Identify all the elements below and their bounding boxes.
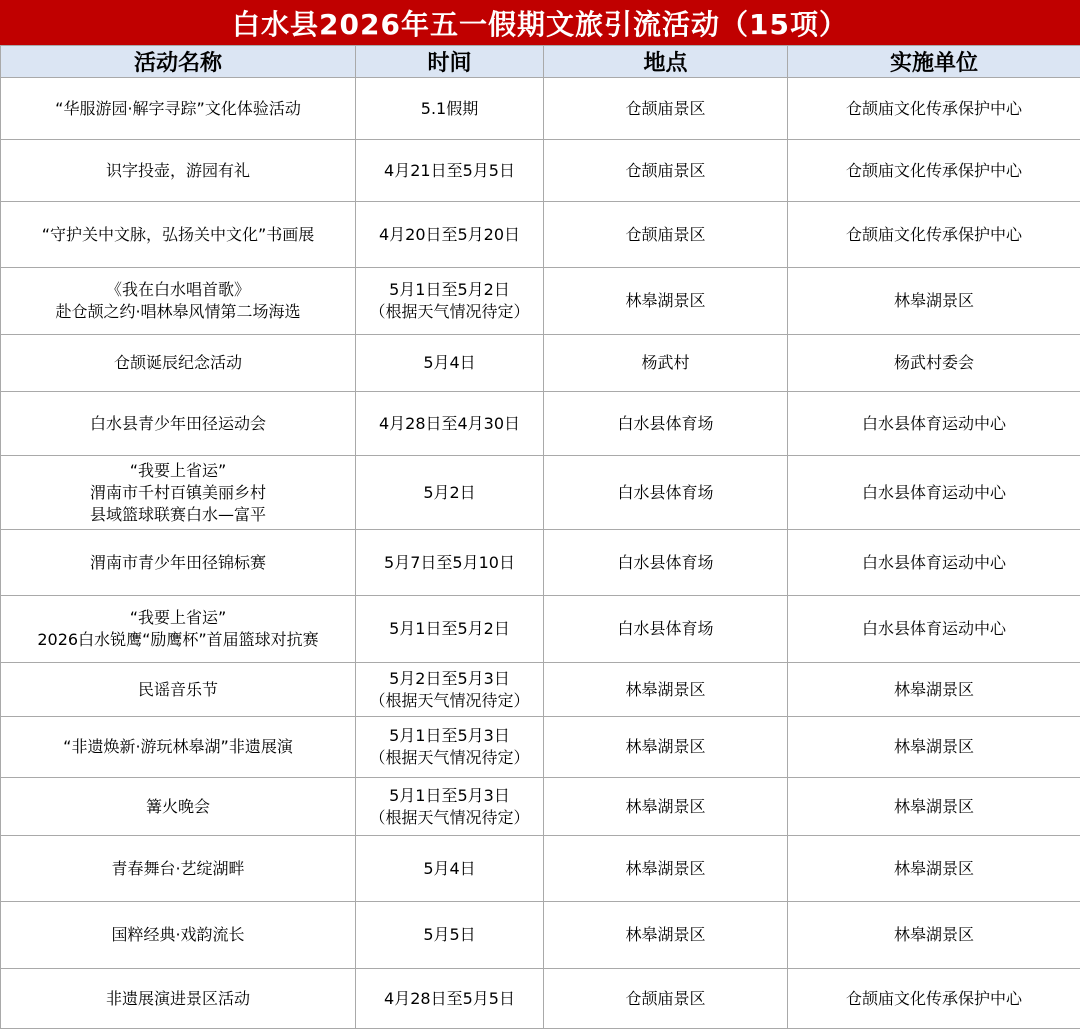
- column-header-time: 时间: [356, 46, 544, 78]
- activity-time-line: 5月1日至5月3日: [389, 785, 510, 805]
- activity-name-cell: [1, 836, 356, 902]
- activity-place-cell: 白水县体育场: [544, 392, 788, 456]
- activity-org-cell: 林皋湖景区: [788, 778, 1080, 836]
- activity-org-cell: 仓颉庙文化传承保护中心: [788, 202, 1080, 268]
- activity-time-cell: [356, 456, 544, 530]
- activity-time-line: 5月7日至5月10日: [384, 552, 515, 572]
- activity-name-line: “我要上省运”: [129, 460, 227, 480]
- activity-time-cell: [356, 335, 544, 392]
- activity-time-line: （根据天气情况待定）: [369, 302, 530, 321]
- activity-name-line: 渭南市青少年田径锦标赛: [89, 552, 266, 572]
- table-row: [1, 456, 1080, 530]
- activity-time-line: 5月2日: [423, 482, 476, 502]
- table-row: [1, 78, 1080, 140]
- activity-name-line: 国粹经典·戏韵流长: [111, 925, 245, 944]
- activity-name-cell: [1, 596, 356, 663]
- activity-name-line: 识字投壶，游园有礼: [105, 160, 250, 180]
- activity-org-cell: 白水县体育运动中心: [788, 530, 1080, 596]
- activity-name-line: 篝火晚会: [145, 796, 210, 816]
- table-row: [1, 596, 1080, 663]
- activity-org-cell: 林皋湖景区: [788, 902, 1080, 969]
- activity-time-cell: [356, 392, 544, 456]
- activity-name-cell: [1, 140, 356, 202]
- column-header-place: 地点: [544, 46, 788, 78]
- activity-place-cell: 白水县体育场: [544, 456, 788, 530]
- activity-org-cell: 白水县体育运动中心: [788, 392, 1080, 456]
- activity-time-line: 4月28日至5月5日: [384, 988, 515, 1008]
- table-row: [1, 717, 1080, 778]
- activity-name-cell: [1, 335, 356, 392]
- activity-name-cell: [1, 268, 356, 335]
- activity-name-line: 非遗展演进景区活动: [105, 988, 250, 1008]
- activity-place-cell: 仓颉庙景区: [544, 202, 788, 268]
- table-row: [1, 778, 1080, 836]
- activity-name-line: 白水县青少年田径运动会: [89, 413, 266, 433]
- activity-name-cell: [1, 456, 356, 530]
- activity-time-cell: [356, 596, 544, 663]
- activity-place-cell: 白水县体育场: [544, 530, 788, 596]
- activity-name-line: “非遗焕新·游玩林皋湖”非遗展演: [63, 737, 293, 756]
- table-row: [1, 268, 1080, 335]
- activity-org-cell: 林皋湖景区: [788, 836, 1080, 902]
- activity-name-line: 青春舞台·艺绽湖畔: [111, 858, 245, 878]
- activity-time-line: 5月2日至5月3日: [389, 668, 510, 688]
- activity-place-cell: 林皋湖景区: [544, 778, 788, 836]
- table-header-row: [1, 46, 1080, 78]
- activity-time-cell: [356, 140, 544, 202]
- activity-time-line: （根据天气情况待定）: [369, 690, 530, 710]
- activity-place-cell: 林皋湖景区: [544, 663, 788, 717]
- activity-org-cell: 林皋湖景区: [788, 663, 1080, 717]
- activity-place-cell: 杨武村: [544, 335, 788, 392]
- activity-org-cell: 仓颉庙文化传承保护中心: [788, 140, 1080, 202]
- activity-name-cell: [1, 392, 356, 456]
- activity-name-cell: [1, 902, 356, 969]
- activity-time-line: 5月4日: [423, 858, 476, 878]
- activity-place-cell: 林皋湖景区: [544, 268, 788, 335]
- activity-org-cell: 林皋湖景区: [788, 268, 1080, 335]
- activity-table: [0, 45, 1080, 1029]
- activity-name-line: “华服游园·解字寻踪”文化体验活动: [55, 98, 301, 118]
- table-row: [1, 836, 1080, 902]
- activity-name-line: 县域篮球联赛白水—富平: [89, 504, 266, 524]
- activity-place-cell: 仓颉庙景区: [544, 78, 788, 140]
- activity-time-line: 5月1日至5月2日: [389, 619, 510, 638]
- table-row: [1, 202, 1080, 268]
- activity-time-cell: [356, 778, 544, 836]
- activity-time-line: 5月1日至5月2日: [389, 280, 510, 299]
- table-row: [1, 530, 1080, 596]
- activity-name-cell: [1, 202, 356, 268]
- activity-name-line: 渭南市千村百镇美丽乡村: [89, 482, 266, 502]
- activity-name-cell: [1, 530, 356, 596]
- activity-time-cell: [356, 902, 544, 969]
- activity-name-line: 赴仓颉之约·唱林皋风情第二场海选: [55, 302, 301, 321]
- activity-name-line: 民谣音乐节: [137, 679, 218, 699]
- activity-name-line: “守护关中文脉，弘扬关中文化”书画展: [41, 224, 315, 244]
- activity-time-line: 5月1日至5月3日: [389, 726, 510, 745]
- activity-place-cell: 仓颉庙景区: [544, 969, 788, 1029]
- activity-org-cell: 仓颉庙文化传承保护中心: [788, 78, 1080, 140]
- activity-org-cell: 杨武村委会: [788, 335, 1080, 392]
- activity-name-line: “我要上省运”: [129, 608, 227, 627]
- activity-time-line: 4月28日至4月30日: [378, 413, 521, 433]
- table-row: [1, 392, 1080, 456]
- table-row: [1, 335, 1080, 392]
- table-row: [1, 140, 1080, 202]
- activity-name-line: 《我在白水唱首歌》: [105, 280, 250, 299]
- activity-place-cell: 林皋湖景区: [544, 717, 788, 778]
- activity-place-cell: 白水县体育场: [544, 596, 788, 663]
- table-row: [1, 969, 1080, 1029]
- activity-time-cell: [356, 202, 544, 268]
- activity-time-cell: [356, 969, 544, 1029]
- activity-name-cell: [1, 717, 356, 778]
- activity-time-cell: [356, 663, 544, 717]
- activity-name-line: 仓颉诞辰纪念活动: [113, 353, 242, 372]
- activity-time-cell: [356, 717, 544, 778]
- activity-time-line: 5月4日: [423, 353, 476, 372]
- activity-org-cell: 白水县体育运动中心: [788, 456, 1080, 530]
- activity-org-cell: 仓颉庙文化传承保护中心: [788, 969, 1080, 1029]
- column-header-org: 实施单位: [788, 46, 1080, 78]
- activity-time-cell: [356, 530, 544, 596]
- activity-time-line: （根据天气情况待定）: [369, 748, 530, 767]
- activity-time-cell: [356, 78, 544, 140]
- activity-time-line: （根据天气情况待定）: [369, 807, 530, 827]
- activity-name-cell: [1, 778, 356, 836]
- activity-place-cell: 仓颉庙景区: [544, 140, 788, 202]
- activity-time-line: 4月21日至5月5日: [384, 160, 515, 180]
- activity-place-cell: 林皋湖景区: [544, 836, 788, 902]
- activity-name-cell: [1, 663, 356, 717]
- activity-time-cell: [356, 268, 544, 335]
- activity-place-cell: 林皋湖景区: [544, 902, 788, 969]
- table-row: [1, 902, 1080, 969]
- activity-org-cell: 白水县体育运动中心: [788, 596, 1080, 663]
- activity-time-line: 5月5日: [423, 925, 476, 944]
- activity-org-cell: 林皋湖景区: [788, 717, 1080, 778]
- activity-time-line: 5.1假期: [420, 98, 479, 118]
- table-row: [1, 663, 1080, 717]
- activity-name-cell: [1, 969, 356, 1029]
- activity-time-line: 4月20日至5月20日: [378, 224, 521, 244]
- column-header-name: 活动名称: [1, 46, 356, 78]
- page-title: 白水县2026年五一假期文旅引流活动（15项）: [0, 0, 1080, 45]
- activity-time-cell: [356, 836, 544, 902]
- activity-name-line: 2026白水锐鹰“励鹰杯”首届篮球对抗赛: [37, 630, 319, 649]
- activity-name-cell: [1, 78, 356, 140]
